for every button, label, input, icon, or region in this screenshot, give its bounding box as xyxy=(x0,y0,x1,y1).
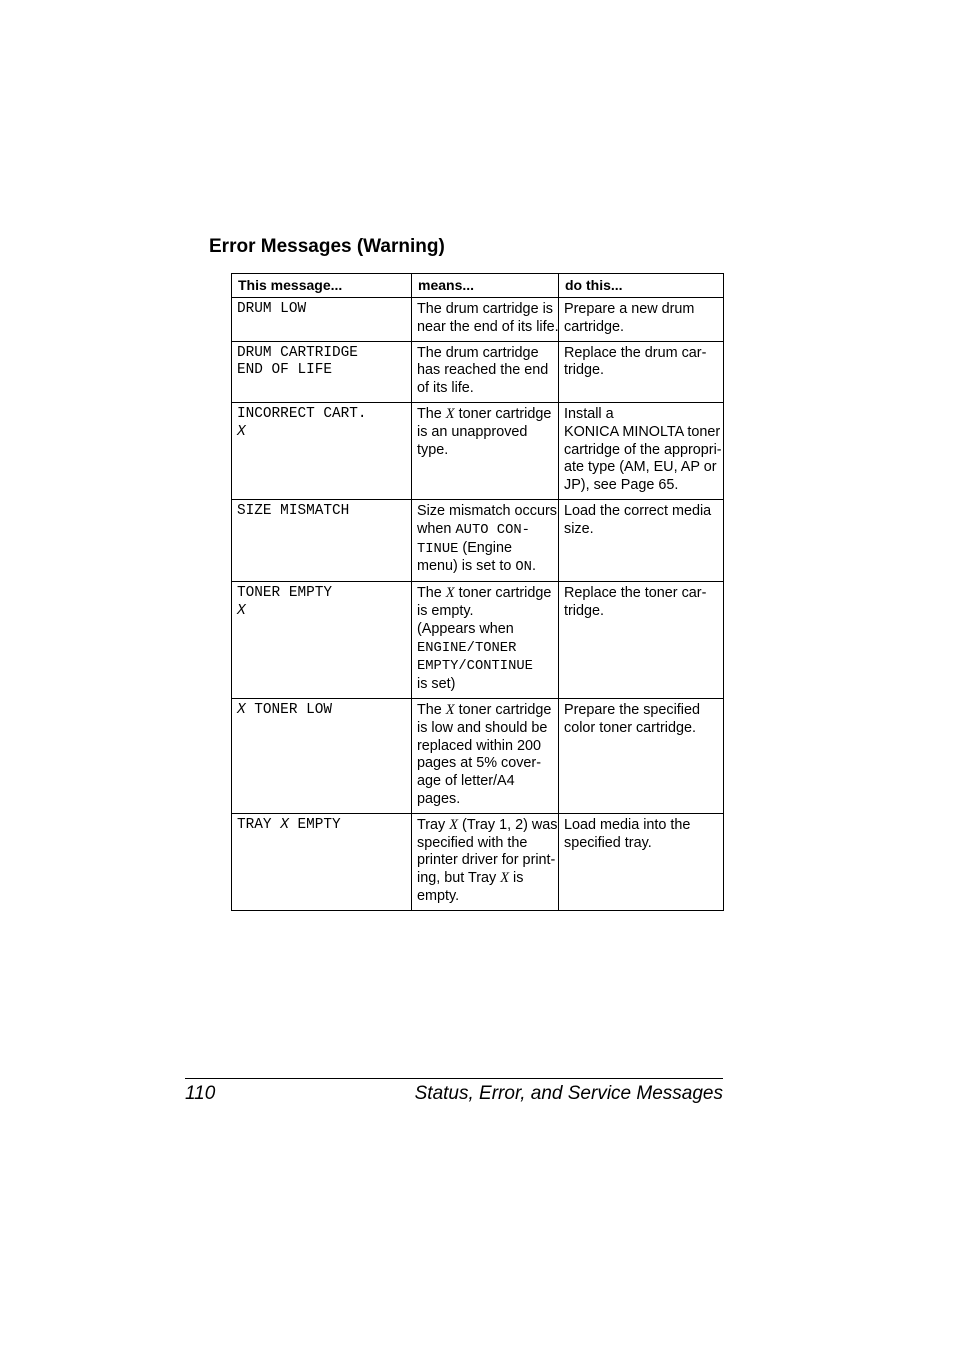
text-run: specified with the xyxy=(417,834,528,851)
means-cell-line xyxy=(417,676,558,694)
text-run: Replace the drum car- xyxy=(564,344,707,361)
message-line: SIZE MISMATCH xyxy=(237,502,350,519)
setting-name: EMPTY/CONTINUE xyxy=(417,659,533,675)
means-cell-line xyxy=(417,738,558,756)
action-cell-line xyxy=(564,424,723,442)
text-run: menu) is set to xyxy=(417,558,516,575)
means-cell-line xyxy=(417,657,558,676)
text-run: specified tray. xyxy=(564,834,652,851)
message-cell xyxy=(232,813,412,910)
variable-placeholder: X xyxy=(237,701,246,718)
means-cell-line xyxy=(417,442,558,460)
text-run: The xyxy=(417,701,446,718)
warning-messages-table xyxy=(231,273,724,911)
table-row xyxy=(232,813,724,910)
means-cell-line xyxy=(417,301,558,319)
action-cell-line xyxy=(564,477,723,495)
action-cell xyxy=(559,813,724,910)
means-cell-line xyxy=(417,319,558,337)
action-cell-line xyxy=(564,817,723,835)
text-run: JP), see Page 65. xyxy=(564,477,679,494)
text-run: Size mismatch occurs xyxy=(417,502,557,519)
means-cell xyxy=(412,582,559,699)
text-run: Load the correct media xyxy=(564,502,712,519)
means-cell-line xyxy=(417,888,558,906)
text-run: (Engine xyxy=(458,539,513,556)
action-cell-line xyxy=(564,459,723,477)
means-cell-line xyxy=(417,621,558,639)
text-run: age of letter/A4 xyxy=(417,773,515,790)
action-cell-line xyxy=(564,521,723,539)
means-cell-line xyxy=(417,406,558,424)
text-run: size. xyxy=(564,520,594,537)
means-cell-line xyxy=(417,603,558,621)
column-header-means: means... xyxy=(412,274,559,298)
means-cell-line xyxy=(417,755,558,773)
text-run: Prepare the specified xyxy=(564,701,700,718)
text-run: has reached the end xyxy=(417,362,549,379)
text-run: when xyxy=(417,520,456,537)
variable-placeholder: X xyxy=(449,816,459,833)
action-cell-line xyxy=(564,319,723,337)
text-run: The xyxy=(417,405,446,422)
means-cell-line xyxy=(417,362,558,380)
message-line: END OF LIFE xyxy=(237,362,332,379)
variable-placeholder: X xyxy=(445,701,455,718)
message-line: TRAY X EMPTY xyxy=(237,816,341,833)
text-run: pages at 5% cover- xyxy=(417,755,541,772)
table-row xyxy=(232,298,724,342)
text-run: KONICA MINOLTA toner xyxy=(564,423,721,440)
action-cell-line xyxy=(564,503,723,521)
text-run: The drum cartridge xyxy=(417,344,539,361)
table-body xyxy=(232,298,724,911)
text-run: toner cartridge xyxy=(454,585,552,602)
message-line: X TONER LOW xyxy=(237,701,332,718)
means-cell-line xyxy=(417,791,558,809)
text-run: (Appears when xyxy=(417,620,514,637)
text-run: The xyxy=(417,585,446,602)
means-cell-line xyxy=(417,380,558,398)
action-cell-line xyxy=(564,406,723,424)
message-cell xyxy=(232,582,412,699)
text-run: Install a xyxy=(564,405,614,422)
setting-name: ON xyxy=(515,560,532,576)
text-run: tridge. xyxy=(564,362,604,379)
message-line: INCORRECT CART. xyxy=(237,405,367,422)
message-line: DRUM LOW xyxy=(237,301,307,317)
action-cell xyxy=(559,298,724,342)
message-line: X xyxy=(237,602,246,619)
section-heading: Error Messages (Warning) xyxy=(209,236,445,257)
means-cell xyxy=(412,813,559,910)
setting-name: ENGINE/TONER xyxy=(417,640,517,656)
message-cell xyxy=(232,298,412,342)
text-run: replaced within 200 xyxy=(417,737,541,754)
footer-divider xyxy=(185,1078,723,1079)
action-cell-line xyxy=(564,720,723,738)
means-cell-line xyxy=(417,503,558,521)
message-line: X xyxy=(237,423,246,440)
action-cell-line xyxy=(564,442,723,460)
text-run: is low and should be xyxy=(417,719,548,736)
text-run: . xyxy=(531,558,536,575)
variable-placeholder: X xyxy=(445,405,455,422)
variable-placeholder: X xyxy=(445,585,455,602)
message-line: TONER EMPTY xyxy=(237,585,332,602)
table-row xyxy=(232,582,724,699)
message-line: DRUM CARTRIDGE xyxy=(237,344,358,361)
text-run: is xyxy=(509,870,524,887)
text-run: empty. xyxy=(417,887,460,904)
action-cell xyxy=(559,402,724,499)
text-run: type. xyxy=(417,441,449,458)
table-row xyxy=(232,499,724,581)
means-cell xyxy=(412,499,559,581)
text-run: printer driver for print- xyxy=(417,852,556,869)
text-run: (Tray 1, 2) was xyxy=(458,816,558,833)
means-cell xyxy=(412,298,559,342)
means-cell-line xyxy=(417,702,558,720)
action-cell-line xyxy=(564,585,723,603)
message-cell xyxy=(232,341,412,402)
text-run: Tray xyxy=(417,816,450,833)
means-cell-line xyxy=(417,870,558,888)
message-cell xyxy=(232,499,412,581)
text-run: Replace the toner car- xyxy=(564,585,707,602)
column-header-action: do this... xyxy=(559,274,724,298)
action-cell xyxy=(559,341,724,402)
text-run: toner cartridge xyxy=(454,701,552,718)
action-cell xyxy=(559,698,724,813)
text-run: near the end of its life. xyxy=(417,318,559,335)
page-number: 110 xyxy=(185,1083,216,1104)
means-cell xyxy=(412,341,559,402)
means-cell-line xyxy=(417,773,558,791)
action-cell-line xyxy=(564,702,723,720)
text-run: tridge. xyxy=(564,602,604,619)
means-cell-line xyxy=(417,345,558,363)
table-row xyxy=(232,698,724,813)
text-run: ing, but Tray xyxy=(417,870,501,887)
column-header-message: This message... xyxy=(232,274,412,298)
text-run: is set) xyxy=(417,676,456,693)
means-cell-line xyxy=(417,835,558,853)
means-cell-line xyxy=(417,540,558,559)
action-cell-line xyxy=(564,301,723,319)
text-run: Load media into the xyxy=(564,816,691,833)
text-run: pages. xyxy=(417,790,461,807)
means-cell-line xyxy=(417,720,558,738)
action-cell xyxy=(559,582,724,699)
variable-placeholder: X xyxy=(500,870,509,887)
means-cell xyxy=(412,402,559,499)
text-run: The drum cartridge is xyxy=(417,301,553,317)
table-row xyxy=(232,402,724,499)
chapter-title: Status, Error, and Service Messages xyxy=(414,1083,723,1104)
means-cell-line xyxy=(417,521,558,540)
means-cell xyxy=(412,698,559,813)
action-cell-line xyxy=(564,603,723,621)
means-cell-line xyxy=(417,852,558,870)
text-run: toner cartridge xyxy=(454,405,552,422)
means-cell-line xyxy=(417,585,558,603)
table-row xyxy=(232,341,724,402)
action-cell xyxy=(559,499,724,581)
setting-name: TINUE xyxy=(417,541,459,557)
message-cell xyxy=(232,402,412,499)
text-run: of its life. xyxy=(417,380,474,397)
text-run: Prepare a new drum xyxy=(564,301,695,317)
action-cell-line xyxy=(564,345,723,363)
text-run: is an unapproved xyxy=(417,423,528,440)
means-cell-line xyxy=(417,424,558,442)
text-run: ate type (AM, EU, AP or xyxy=(564,459,717,476)
means-cell-line xyxy=(417,558,558,577)
variable-placeholder: X xyxy=(280,816,289,833)
table-header-row xyxy=(232,274,724,298)
text-run: is empty. xyxy=(417,602,474,619)
text-run: cartridge. xyxy=(564,318,624,335)
means-cell-line xyxy=(417,817,558,835)
setting-name: AUTO CON- xyxy=(455,522,530,538)
text-run: color toner cartridge. xyxy=(564,719,696,736)
action-cell-line xyxy=(564,362,723,380)
means-cell-line xyxy=(417,639,558,658)
message-cell xyxy=(232,698,412,813)
text-run: cartridge of the appropri- xyxy=(564,441,722,458)
action-cell-line xyxy=(564,835,723,853)
